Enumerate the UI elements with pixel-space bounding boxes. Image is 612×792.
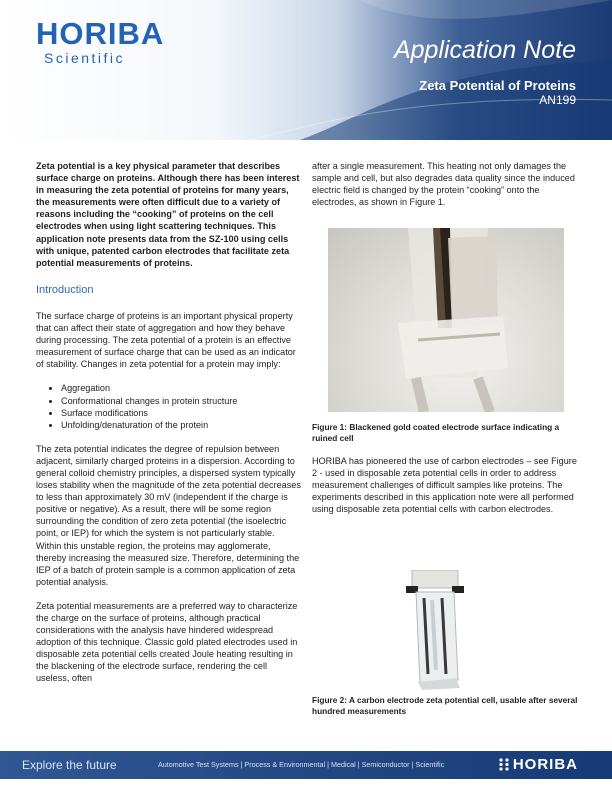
logo-subtitle: Scientific xyxy=(44,50,126,66)
right-paragraph-2: HORIBA has pioneered the use of carbon electrodes – see Figure 2 - used in disposable zeta potential cells in order to address measurement challenges of difficult samples like proteins. The experiments described in this application note were all performed using disposable zeta potential cells with carbon electrodes. xyxy=(312,456,577,515)
list-item: • Unfolding/denaturation of the protein xyxy=(61,419,302,431)
list-item: • Surface modifications xyxy=(61,407,302,419)
horiba-logo xyxy=(36,18,164,66)
intro-paragraph-2: The zeta potential indicates the degree of repulsion between adjacent, similarly charged proteins in a dispersion. According to general colloid chemistry principles, a dispersed system typically loses stability when the magnitude of the zeta potential decreases to less than approximately 30 mV (independent if the charge is positive or negative). As a result, there will be some region surrounding the condition of zero zeta potential (the isoelectric point, or IEP) for which the system is not particularly stable. Within this unstable region, the proteins may agglomerate, thereby increasing the measured size. Therefore, determining the IEP of a batch of protein sample is a common application of zeta potential analysis. xyxy=(36,443,301,587)
right-paragraph-1: after a single measurement. This heating not only damages the sample and cell, but also degrades data quality since the induced electric field is changed by the protein “cooking” onto the electrodes, as shown in Figure 1. xyxy=(312,161,575,208)
footer-brand-logo: HORIBA xyxy=(512,756,578,773)
carbon-electrode-cell-photo xyxy=(394,570,504,690)
implications-list xyxy=(36,382,302,430)
figure-2-caption: Figure 2: A carbon electrode zeta potential cell, usable after several hundred measurements xyxy=(312,695,578,716)
list-item: • Conformational changes in protein structure xyxy=(61,395,302,407)
intro-paragraph-1: The surface charge of proteins is an important physical property that can affect their state of aggregation and how they behave during processing. The zeta potential of a protein is an effective measurement of surface charge that can be used as an indicator of stability. Changes in zeta potential for a protein may imply: xyxy=(36,310,296,370)
figure-1-caption: Figure 1: Blackened gold coated electrode surface indicating a ruined cell xyxy=(312,422,560,443)
blackened-electrode-photo xyxy=(328,228,564,412)
right-paragraph-2-block xyxy=(312,455,577,515)
introduction-heading: Introduction xyxy=(36,283,94,296)
document-subtitle: Zeta Potential of Proteins xyxy=(419,78,576,93)
footer-divisions: Automotive Test Systems | Process & Environmental | Medical | Semiconductor | Scientific xyxy=(158,760,445,769)
abstract-text: Zeta potential is a key physical parameter that describes surface charge on proteins. Although there has been interest in measuring the zeta potential of proteins for many years, the measurements were often difficult due to a variety of reasons including the “cooking” of proteins on the cell electrodes when using light scattering techniques. This application note presents data from the SZ-100 using cells with unique, patented carbon electrodes that facilitate zeta potential measurements of proteins. xyxy=(36,161,300,268)
intro-paragraph-3: Zeta potential measurements are a preferred way to characterize the charge on the surface of proteins, although practical considerations with the analysis have hindered widespread adoption of this technique. Classic gold plated electrodes used in disposable zeta potential cells created Joule heating resulting in the blackening of the electrode surface, rendering the cell useless, often xyxy=(36,600,298,684)
left-column xyxy=(36,160,302,685)
figure-2-image xyxy=(394,570,504,690)
page-header xyxy=(0,0,612,140)
horiba-dots-icon xyxy=(498,757,510,772)
figure-1-image xyxy=(328,228,564,412)
list-item: • Aggregation xyxy=(61,382,302,394)
document-type-title: Application Note xyxy=(393,36,576,64)
page-footer xyxy=(0,751,612,779)
document-code: AN199 xyxy=(539,93,576,107)
right-column xyxy=(312,160,577,208)
footer-tagline: Explore the future xyxy=(22,758,117,772)
logo-wordmark: HORIBA xyxy=(36,16,165,51)
